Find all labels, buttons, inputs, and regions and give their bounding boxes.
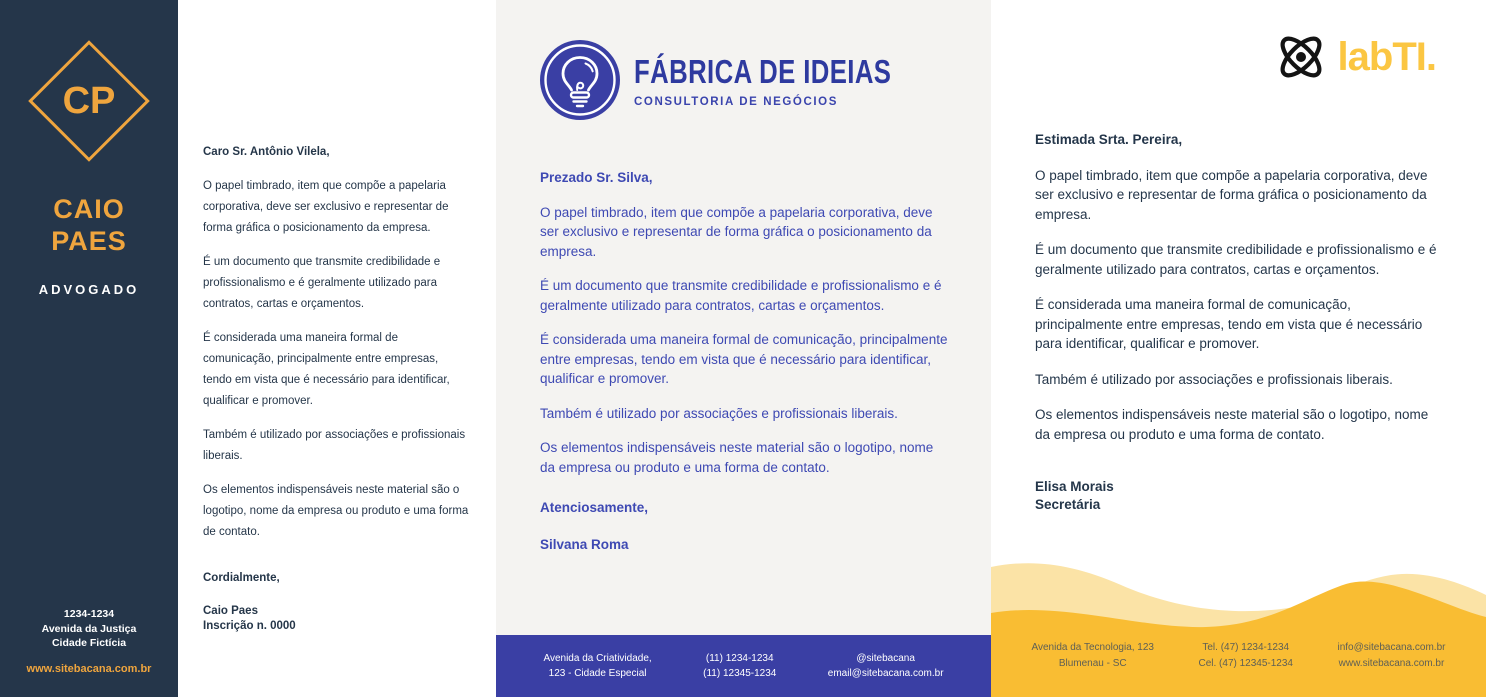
contact-street: Avenida da Justiça bbox=[41, 622, 137, 635]
website-link: www.sitebacana.com.br bbox=[26, 663, 152, 675]
letter-body bbox=[496, 120, 991, 554]
paragraph: Os elementos indispensáveis neste material são o logotipo, nome da empresa ou produto e uma forma de contato. bbox=[540, 440, 934, 475]
letter-body bbox=[178, 0, 496, 697]
footer-online: info@sitebacana.com.br www.sitebacana.com.br bbox=[1337, 642, 1446, 669]
company-name: labTI. bbox=[1337, 34, 1436, 79]
signature-role: Secretária bbox=[1035, 497, 1101, 513]
salutation: Estimada Srta. Pereira, bbox=[1035, 132, 1183, 147]
wave-shapes bbox=[991, 557, 1486, 697]
paragraph: O papel timbrado, item que compõe a papelaria corporativa, deve ser exclusivo e representar de forma gráfica o posicionamento da empresa. bbox=[203, 180, 449, 234]
footer-bar bbox=[496, 635, 991, 697]
salutation: Prezado Sr. Silva, bbox=[540, 170, 653, 185]
signature-name: Caio Paes bbox=[203, 605, 258, 617]
closing: Atenciosamente, bbox=[540, 500, 649, 515]
letterhead-fabrica-de-ideias bbox=[496, 0, 991, 697]
person-name bbox=[0, 194, 178, 258]
paragraph: É um documento que transmite credibilidade e profissionalismo e é geralmente utilizado para contratos, cartas e orçamentos. bbox=[1035, 242, 1437, 277]
paragraph: O papel timbrado, item que compõe a papelaria corporativa, deve ser exclusivo e representar de forma gráfica o posicionamento da empresa. bbox=[540, 204, 933, 259]
paragraph: O papel timbrado, item que compõe a papelaria corporativa, deve ser exclusivo e representar de forma gráfica o posicionamento da empresa. bbox=[1035, 167, 1428, 222]
cp-diamond-logo bbox=[0, 12, 178, 190]
footer-wave bbox=[991, 557, 1486, 697]
brand-header bbox=[1270, 26, 1436, 88]
brand-header bbox=[496, 0, 991, 120]
footer-address: Avenida da Tecnologia, 123 Blumenau - SC bbox=[1031, 642, 1154, 669]
footer-phones: Tel. (47) 1234-1234 Cel. (47) 12345-1234 bbox=[1198, 642, 1293, 669]
paragraph: Também é utilizado por associações e profissionais liberais. bbox=[203, 429, 466, 462]
paragraph: É um documento que transmite credibilidade e profissionalismo e é geralmente utilizado para contratos, cartas e orçamentos. bbox=[203, 256, 441, 310]
signature-detail: Inscrição n. 0000 bbox=[203, 619, 296, 632]
paragraph: Também é utilizado por associações e profissionais liberais. bbox=[1035, 371, 1393, 387]
person-name-line1: CAIO bbox=[53, 194, 125, 224]
paragraph: É considerada uma maneira formal de comunicação, principalmente entre empresas, tendo em vista que é necessário para identificar, qualificar e promover. bbox=[540, 332, 948, 386]
letterhead-labti bbox=[991, 0, 1486, 697]
atom-icon bbox=[1270, 26, 1332, 88]
footer-online: @sitebacana email@sitebacana.com.br bbox=[827, 652, 944, 679]
closing: Cordialmente, bbox=[203, 572, 280, 584]
paragraph: Também é utilizado por associações e profissionais liberais. bbox=[540, 405, 898, 421]
lightbulb-icon bbox=[540, 40, 620, 120]
paragraph: É um documento que transmite credibilidade e profissionalismo e é geralmente utilizado para contratos, cartas e orçamentos. bbox=[540, 278, 942, 313]
signature-name: Silvana Roma bbox=[540, 536, 629, 552]
salutation: Caro Sr. Antônio Vilela, bbox=[203, 146, 330, 158]
paragraph: É considerada uma maneira formal de comunicação, principalmente entre empresas, tendo em vista que é necessário para identificar, qualificar e promover. bbox=[1035, 297, 1423, 351]
paragraph: Os elementos indispensáveis neste material são o logotipo, nome da empresa ou produto e uma forma de contato. bbox=[203, 484, 469, 538]
person-name-line2: PAES bbox=[51, 225, 127, 256]
signature-name: Elisa Morais bbox=[1035, 479, 1114, 494]
person-role: ADVOGADO bbox=[38, 281, 140, 297]
company-name: FÁBRICA DE IDEIAS bbox=[634, 52, 892, 90]
letterhead-caio-paes bbox=[0, 0, 496, 697]
footer-contact-row bbox=[991, 640, 1486, 671]
footer-phones: (11) 1234-1234 (11) 12345-1234 bbox=[703, 652, 777, 679]
paragraph: É considerada uma maneira formal de comunicação, principalmente entre empresas, tendo em vista que é necessário para identificar, qualificar e promover. bbox=[203, 332, 450, 407]
contact-phone: 1234-1234 bbox=[63, 607, 115, 620]
sidebar bbox=[0, 0, 178, 697]
company-tagline: CONSULTORIA DE NEGÓCIOS bbox=[634, 95, 838, 108]
footer-address: Avenida da Criatividade, 123 - Cidade Especial bbox=[543, 652, 652, 679]
paragraph: Os elementos indispensáveis neste material são o logotipo, nome da empresa ou produto e uma forma de contato. bbox=[1035, 407, 1429, 442]
sidebar-contact-block bbox=[0, 607, 178, 675]
contact-city: Cidade Fictícia bbox=[51, 637, 127, 650]
monogram: CP bbox=[62, 79, 116, 122]
